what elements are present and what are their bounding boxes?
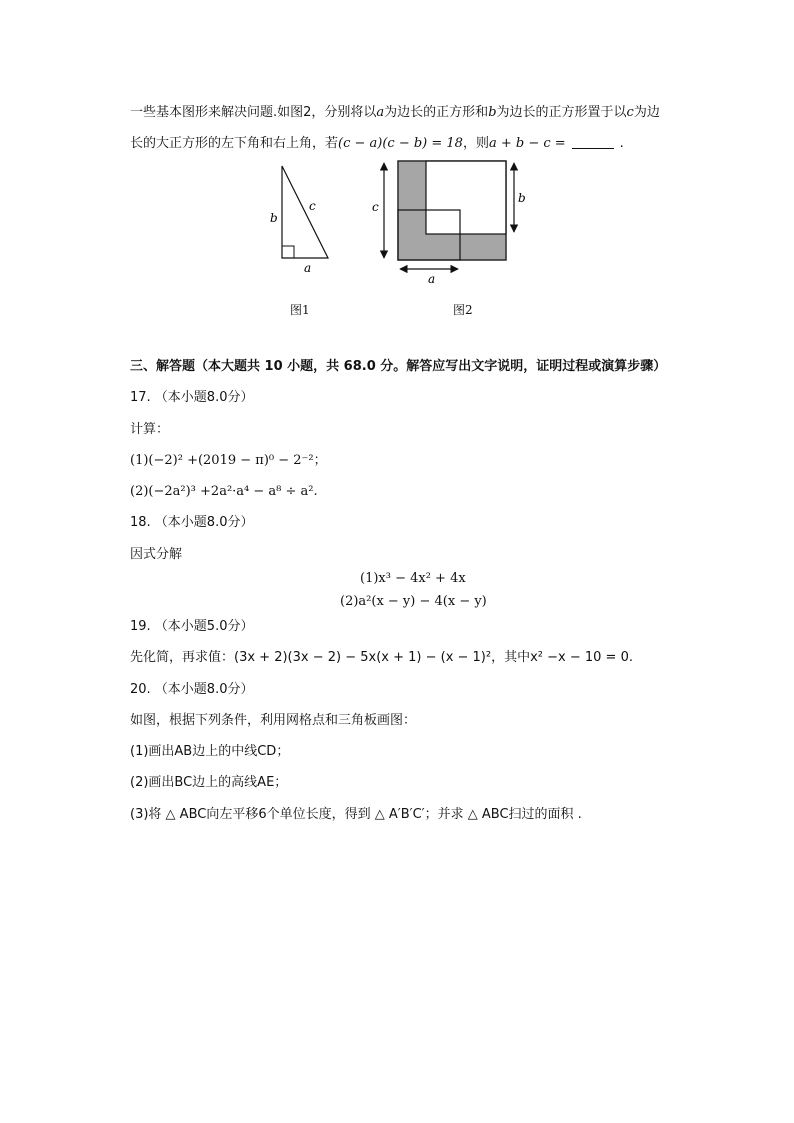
q18-part-2: (2)a²(x − y) − 4(x − y)	[340, 594, 487, 609]
q18-part-1: (1)x³ − 4x² + 4x	[360, 571, 466, 586]
fig1-label-b: b	[270, 211, 278, 225]
fig2-label-a: a	[428, 272, 436, 285]
section-title: 三、解答题（本大题共 10 小题，共 68.0 分。解答应写出文字说明，证明过程或演算步骤）	[130, 359, 667, 374]
fig2-label-b: b	[518, 191, 526, 205]
overlap-white-patch	[426, 161, 506, 234]
fig1-label-c: c	[309, 199, 316, 213]
answer-blank[interactable]	[572, 136, 614, 149]
q20-header: 20. （本小题8.0分）	[130, 682, 254, 697]
q17-intro: 计算：	[130, 422, 170, 437]
intro-line-2: 长的大正方形的左下角和右上角，若(c − a)(c − b) = 18，则a + b − c = .	[130, 136, 624, 151]
figure-1-caption: 图1	[290, 303, 310, 317]
q18-header: 18. （本小题8.0分）	[130, 515, 254, 530]
q20-part-3: (3)将 △ ABC向左平移6个单位长度，得到 △ A′B′C′；并求 △ ABC扫过的面积 .	[130, 807, 582, 822]
figure-2-squares	[366, 155, 536, 285]
q17-part-2: (2)(−2a²)³ +2a²·a⁴ − a⁸ ÷ a².	[130, 484, 318, 499]
q20-intro: 如图，根据下列条件，利用网格点和三角板画图：	[130, 713, 417, 728]
condition-formula: (c − a)(c − b) = 18	[338, 136, 463, 151]
triangle-shape	[282, 166, 328, 258]
fig1-label-a: a	[304, 261, 312, 275]
figure-1-triangle	[262, 160, 342, 280]
q17-part-1: (1)(−2)² +(2019 − π)⁰ − 2⁻²；	[130, 453, 327, 468]
q18-intro: 因式分解	[130, 547, 183, 562]
right-angle-mark	[282, 246, 294, 258]
shade-bottom	[398, 234, 506, 260]
intro-line-1: 一些基本图形来解决问题.如图2，分别将以a为边长的正方形和b为边长的正方形置于以c为边	[130, 105, 660, 120]
answer-formula: a + b − c =	[488, 136, 566, 151]
q19-text: 先化简，再求值：(3x + 2)(3x − 2) − 5x(x + 1) − (x − 1)²，其中x² −x − 10 = 0.	[130, 650, 633, 665]
figure-2-caption: 图2	[453, 303, 473, 317]
q20-part-2: (2)画出BC边上的高线AE；	[130, 775, 288, 790]
q19-header: 19. （本小题5.0分）	[130, 619, 254, 634]
fig2-label-c: c	[372, 200, 379, 214]
q17-header: 17. （本小题8.0分）	[130, 390, 254, 405]
q20-part-1: (1)画出AB边上的中线CD；	[130, 744, 290, 759]
